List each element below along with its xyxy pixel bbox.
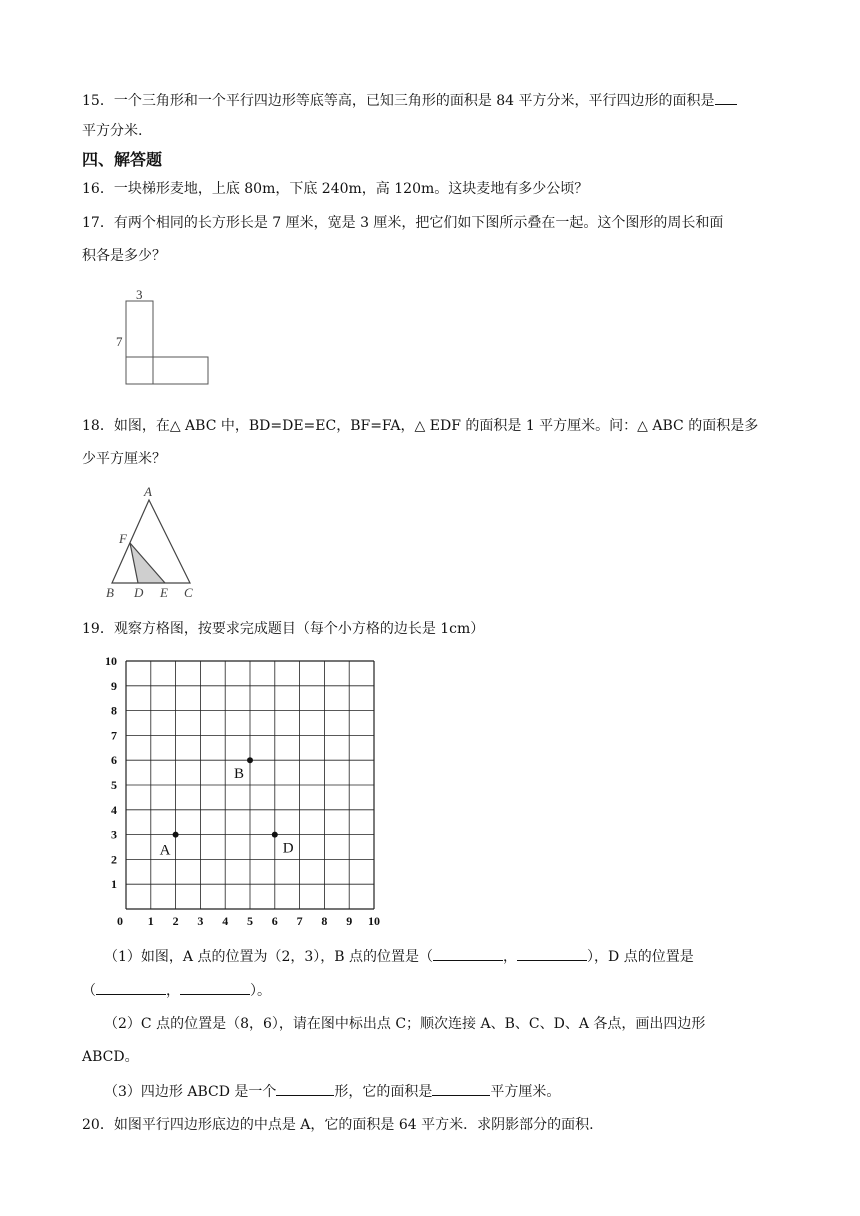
grid-x-tick-10: 10 <box>368 914 380 928</box>
q19-part2-line2: ABCD。 <box>82 1049 139 1065</box>
grid-x-tick-1: 1 <box>147 914 154 928</box>
q18-label-f: F <box>119 531 127 546</box>
grid-point-label-b: B <box>234 766 245 783</box>
q17-vertical-rect <box>126 301 153 384</box>
grid-x-tick-6: 6 <box>271 914 278 928</box>
q19-b-y-blank[interactable] <box>517 946 587 961</box>
grid-y-tick-1: 1 <box>111 877 117 892</box>
q19-part3-text-a: （3）四边形 ABCD 是一个 <box>104 1084 277 1100</box>
q15-line2: 平方分米. <box>82 123 143 139</box>
q19-part1-text-d: （ <box>82 983 96 999</box>
grid-y-tick-10: 10 <box>105 654 117 668</box>
q19-part1-text-a: （1）如图，A 点的位置为（2，3），B 点的位置是（ <box>104 949 434 965</box>
q19-part3 <box>104 1081 560 1102</box>
grid-x-tick-2: 2 <box>172 914 179 928</box>
q19-grid-points <box>160 757 294 858</box>
grid-y-tick-3: 3 <box>111 827 117 842</box>
q19-b-x-blank[interactable] <box>433 946 503 961</box>
q17-horizontal-rect <box>126 357 208 384</box>
grid-point-b <box>247 757 253 763</box>
q19-grid-ticks <box>105 654 380 928</box>
q18-triangle-abc <box>112 500 190 583</box>
q19-part1-text-b: ， <box>503 949 518 965</box>
grid-x-tick-9: 9 <box>346 914 353 928</box>
q19-d-x-blank[interactable] <box>96 980 166 995</box>
q17-line1: 17．有两个相同的长方形长是 7 厘米，宽是 3 厘米，把它们如下图所示叠在一起。这个图形的周长和面 <box>82 215 724 231</box>
q18-line-fd <box>130 543 138 583</box>
q18-label-e: E <box>160 585 168 600</box>
q20-text: 20．如图平行四边形底边的中点是 A，它的面积是 64 平方米．求阴影部分的面积. <box>82 1117 594 1133</box>
q15-text: 15．一个三角形和一个平行四边形等底等高，已知三角形的面积是 84 平方分米，平行四边形的面积是 <box>82 93 715 109</box>
q19-grid-lines <box>126 661 374 909</box>
q17-length-label: 7 <box>116 334 123 349</box>
q19-part1-text-c: ），D 点的位置是 <box>587 949 694 965</box>
q19-shape-blank[interactable] <box>276 1081 334 1096</box>
grid-x-tick-8: 8 <box>321 914 328 928</box>
q18-line2: 少平方厘米？ <box>82 451 166 467</box>
q17-line2: 积各是多少？ <box>82 248 166 264</box>
q19-part1-text-f: ）。 <box>250 983 271 999</box>
q18-label-b: B <box>106 585 114 600</box>
q16-text: 16．一块梯形麦地，上底 80m，下底 240m，高 120m。这块麦地有多少公顷？ <box>82 181 589 197</box>
grid-x-tick-7: 7 <box>296 914 303 928</box>
q19-part1-line1 <box>104 946 694 967</box>
grid-y-tick-6: 6 <box>111 753 117 768</box>
grid-y-tick-4: 4 <box>111 802 117 817</box>
grid-y-tick-8: 8 <box>111 703 117 718</box>
q19-intro: 19．观察方格图，按要求完成题目（每个小方格的边长是 1cm） <box>82 621 485 637</box>
q18-shaded-triangle <box>130 543 165 583</box>
q18-label-c: C <box>184 585 193 600</box>
q17-width-label: 3 <box>136 287 143 302</box>
q18-label-d: D <box>134 585 144 600</box>
grid-x-tick-4: 4 <box>222 914 229 928</box>
q18-label-a: A <box>144 484 152 499</box>
q19-part1-line2 <box>82 980 271 1001</box>
q19-area-blank[interactable] <box>432 1081 490 1096</box>
q19-d-y-blank[interactable] <box>180 980 250 995</box>
q18-line-fe <box>130 543 165 583</box>
q19-part1-text-e: ， <box>166 983 180 999</box>
grid-y-tick-2: 2 <box>111 852 117 867</box>
q19-part2-line1: （2）C 点的位置是（8，6），请在图中标出点 C；顺次连接 A、B、C、D、A 各点，画出四边形 <box>104 1016 706 1032</box>
grid-point-d <box>272 832 278 838</box>
q15-line1 <box>82 90 737 111</box>
q19-part3-text-b: 形，它的面积是 <box>334 1084 433 1100</box>
q18-line1: 18．如图，在△ ABC 中，BD=DE=EC，BF=FA，△ EDF 的面积是 1 平方厘米。问：△ ABC 的面积是多 <box>82 418 759 434</box>
grid-y-tick-7: 7 <box>111 728 117 743</box>
section-heading: 四、解答题 <box>82 150 163 169</box>
grid-point-label-a: A <box>159 842 171 859</box>
grid-point-a <box>173 832 179 838</box>
grid-y-tick-5: 5 <box>111 778 117 792</box>
grid-x-tick-0: 0 <box>117 914 123 928</box>
grid-x-tick-3: 3 <box>197 914 204 928</box>
grid-point-label-d: D <box>282 840 294 857</box>
q15-answer-blank[interactable] <box>715 90 737 105</box>
q19-part3-text-c: 平方厘米。 <box>490 1084 561 1100</box>
grid-y-tick-9: 9 <box>111 678 117 693</box>
grid-x-tick-5: 5 <box>247 914 253 928</box>
